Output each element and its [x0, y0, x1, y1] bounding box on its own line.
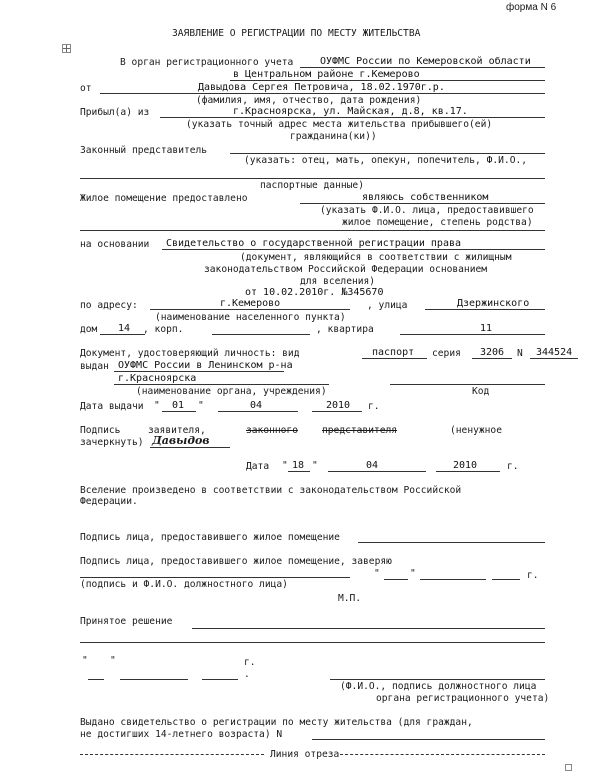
apt-label: , квартира	[316, 324, 374, 335]
underline	[150, 309, 350, 310]
code-label: Код	[472, 386, 490, 397]
signature-struck-2: представителя	[322, 425, 398, 436]
certify-date-suffix: г.	[527, 570, 539, 581]
cut-line-right	[340, 754, 545, 755]
apt-value: 11	[480, 323, 493, 334]
house-value: 14	[118, 323, 131, 334]
issued-label: выдан	[80, 361, 109, 372]
form-number: форма N 6	[506, 2, 557, 13]
underline	[436, 471, 500, 472]
building-label: , корп.	[143, 324, 184, 335]
housing-value: являюсь собственником	[362, 192, 489, 203]
underline	[420, 579, 486, 580]
quote-open: "	[154, 400, 160, 411]
quote-open: "	[282, 460, 288, 471]
signature-label-1: Подпись	[80, 425, 121, 436]
date-suffix: г.	[507, 461, 519, 472]
underline	[80, 178, 545, 179]
underline	[80, 230, 545, 231]
period-mark: .	[244, 669, 250, 680]
cut-line-label: Линия отреза	[270, 749, 340, 760]
quote-open: "	[82, 655, 88, 666]
settlement-text-2: Федерации.	[80, 496, 138, 507]
stamp-label: М.П.	[338, 593, 362, 604]
underline	[230, 80, 545, 81]
underline	[358, 542, 545, 543]
city-hint: (наименование населенного пункта)	[155, 312, 346, 323]
from-label: от	[80, 83, 92, 94]
signature-note-2: зачеркнуть)	[80, 437, 144, 448]
quote-close: "	[110, 655, 116, 666]
date-year: 2010	[453, 460, 478, 471]
underline	[530, 358, 578, 359]
decision-date-suffix: г.	[244, 657, 256, 668]
official-hint: (подпись и Ф.И.О. должностного лица)	[80, 579, 288, 590]
authority-value-1: ОУФМС России по Кемеровской области	[320, 56, 531, 67]
address-street: Дзержинского	[457, 298, 530, 309]
underline	[472, 358, 512, 359]
signature-note-1: (ненужное	[450, 425, 502, 436]
series-label: серия	[432, 348, 461, 359]
underline	[425, 309, 545, 310]
from-hint: (фамилия, имя, отчество, дата рождения)	[196, 95, 422, 106]
identity-kind: паспорт	[372, 347, 415, 358]
signature-label-2: заявителя,	[148, 425, 206, 436]
representative-label: Законный представитель	[80, 145, 208, 156]
issue-date-label: Дата выдачи	[80, 401, 144, 412]
underline	[400, 334, 545, 335]
underline	[300, 67, 545, 68]
underline	[312, 739, 545, 740]
issued-value-2: г.Красноярска	[118, 373, 197, 384]
basis-label: на основании	[80, 239, 150, 250]
issue-year: 2010	[326, 400, 351, 411]
issued-value-1: ОУФМС России в Ленинском р-на	[118, 360, 293, 371]
underline	[100, 93, 545, 94]
underline	[88, 679, 104, 680]
street-label: , улица	[367, 300, 408, 311]
underline	[492, 579, 520, 580]
representative-hint-1: (указать: отец, мать, опекун, попечитель, Ф.И.О.,	[244, 155, 528, 166]
arrived-hint-2: гражданина(ки))	[290, 131, 377, 142]
resize-handle-icon[interactable]	[565, 764, 572, 771]
issue-day: 01	[172, 400, 185, 411]
identity-series: 3206	[480, 347, 505, 358]
underline	[80, 642, 545, 643]
quote-close: "	[410, 568, 416, 579]
arrived-value: г.Красноярска, ул. Майская, д.8, кв.17.	[233, 106, 468, 117]
from-value: Давыдова Сергея Петровича, 18.02.1970г.р.	[198, 82, 445, 93]
provider-signature-certify-label: Подпись лица, предоставившего жилое помещение, заверяю	[80, 556, 392, 567]
certificate-text-2: не достигших 14-летнего возраста) N	[80, 729, 283, 740]
date-day: 18	[292, 460, 305, 471]
identity-label: Документ, удостоверяющий личность: вид	[80, 348, 300, 359]
housing-label: Жилое помещение предоставлено	[80, 193, 248, 204]
certificate-text-1: Выдано свидетельство о регистрации по месту жительства (для граждан,	[80, 717, 473, 728]
authority-label: В орган регистрационного учета	[120, 57, 294, 68]
underline	[120, 679, 188, 680]
underline	[100, 334, 145, 335]
issue-month: 04	[250, 400, 263, 411]
quote-open: "	[374, 568, 380, 579]
applicant-signature: Давыдов	[152, 434, 210, 447]
underline	[218, 411, 298, 412]
signature-struck-1: законного	[246, 425, 298, 436]
underline	[330, 679, 545, 680]
quote-close: "	[198, 400, 204, 411]
basis-value: Свидетельство о государственной регистрации права	[166, 238, 462, 249]
number-label: N	[517, 348, 523, 359]
provider-signature-label: Подпись лица, предоставившего жилое помещение	[80, 532, 340, 543]
underline	[300, 203, 545, 204]
date-label: Дата	[246, 461, 270, 472]
quote-close: "	[312, 460, 318, 471]
cut-line-left	[80, 754, 264, 755]
authority-value-2: в Центральном районе г.Кемерово	[233, 69, 420, 80]
arrived-label: Прибыл(а) из	[80, 107, 150, 118]
basis-date: от 10.02.2010г. №345670	[245, 287, 384, 298]
official-hint-2: органа регистрационного учета)	[376, 693, 550, 704]
underline	[212, 334, 310, 335]
table-move-icon[interactable]	[62, 44, 71, 53]
official-hint-1: (Ф.И.О., подпись должностного лица	[340, 681, 537, 692]
underline	[328, 471, 426, 472]
underline	[162, 249, 545, 250]
underline	[114, 371, 284, 372]
underline	[230, 153, 545, 154]
underline	[162, 411, 196, 412]
underline	[390, 384, 545, 385]
underline	[114, 384, 329, 385]
basis-hint-3: для вселения)	[300, 276, 376, 287]
address-label: по адресу:	[80, 300, 138, 311]
housing-hint-2: жилое помещение, степень родства)	[342, 217, 533, 228]
underline	[192, 628, 545, 629]
underline	[80, 577, 350, 578]
identity-number: 344524	[536, 347, 573, 358]
underline	[312, 411, 362, 412]
page-title: ЗАЯВЛЕНИЕ О РЕГИСТРАЦИИ ПО МЕСТУ ЖИТЕЛЬСТВА	[172, 28, 421, 39]
date-month: 04	[366, 460, 379, 471]
basis-hint-1: (документ, являющийся в соответствии с жилищным	[240, 252, 512, 263]
settlement-text-1: Вселение произведено в соответствии с законодательством Российской	[80, 485, 462, 496]
underline	[288, 471, 310, 472]
representative-hint-2: паспортные данные)	[260, 180, 364, 191]
basis-hint-2: законодательством Российской Федерации основанием	[204, 264, 488, 275]
address-city: г.Кемерово	[220, 298, 281, 309]
underline	[384, 579, 408, 580]
house-label: дом	[80, 324, 98, 335]
underline	[150, 447, 230, 448]
issue-year-suffix: г.	[368, 401, 380, 412]
underline	[160, 117, 545, 118]
arrived-hint-1: (указать точный адрес места жительства прибывшего(ей)	[186, 119, 493, 130]
underline	[362, 358, 427, 359]
issued-hint: (наименование органа, учреждения)	[136, 386, 327, 397]
housing-hint-1: (указать Ф.И.О. лица, предоставившего	[320, 205, 534, 216]
underline	[202, 679, 238, 680]
decision-label: Принятое решение	[80, 616, 173, 627]
